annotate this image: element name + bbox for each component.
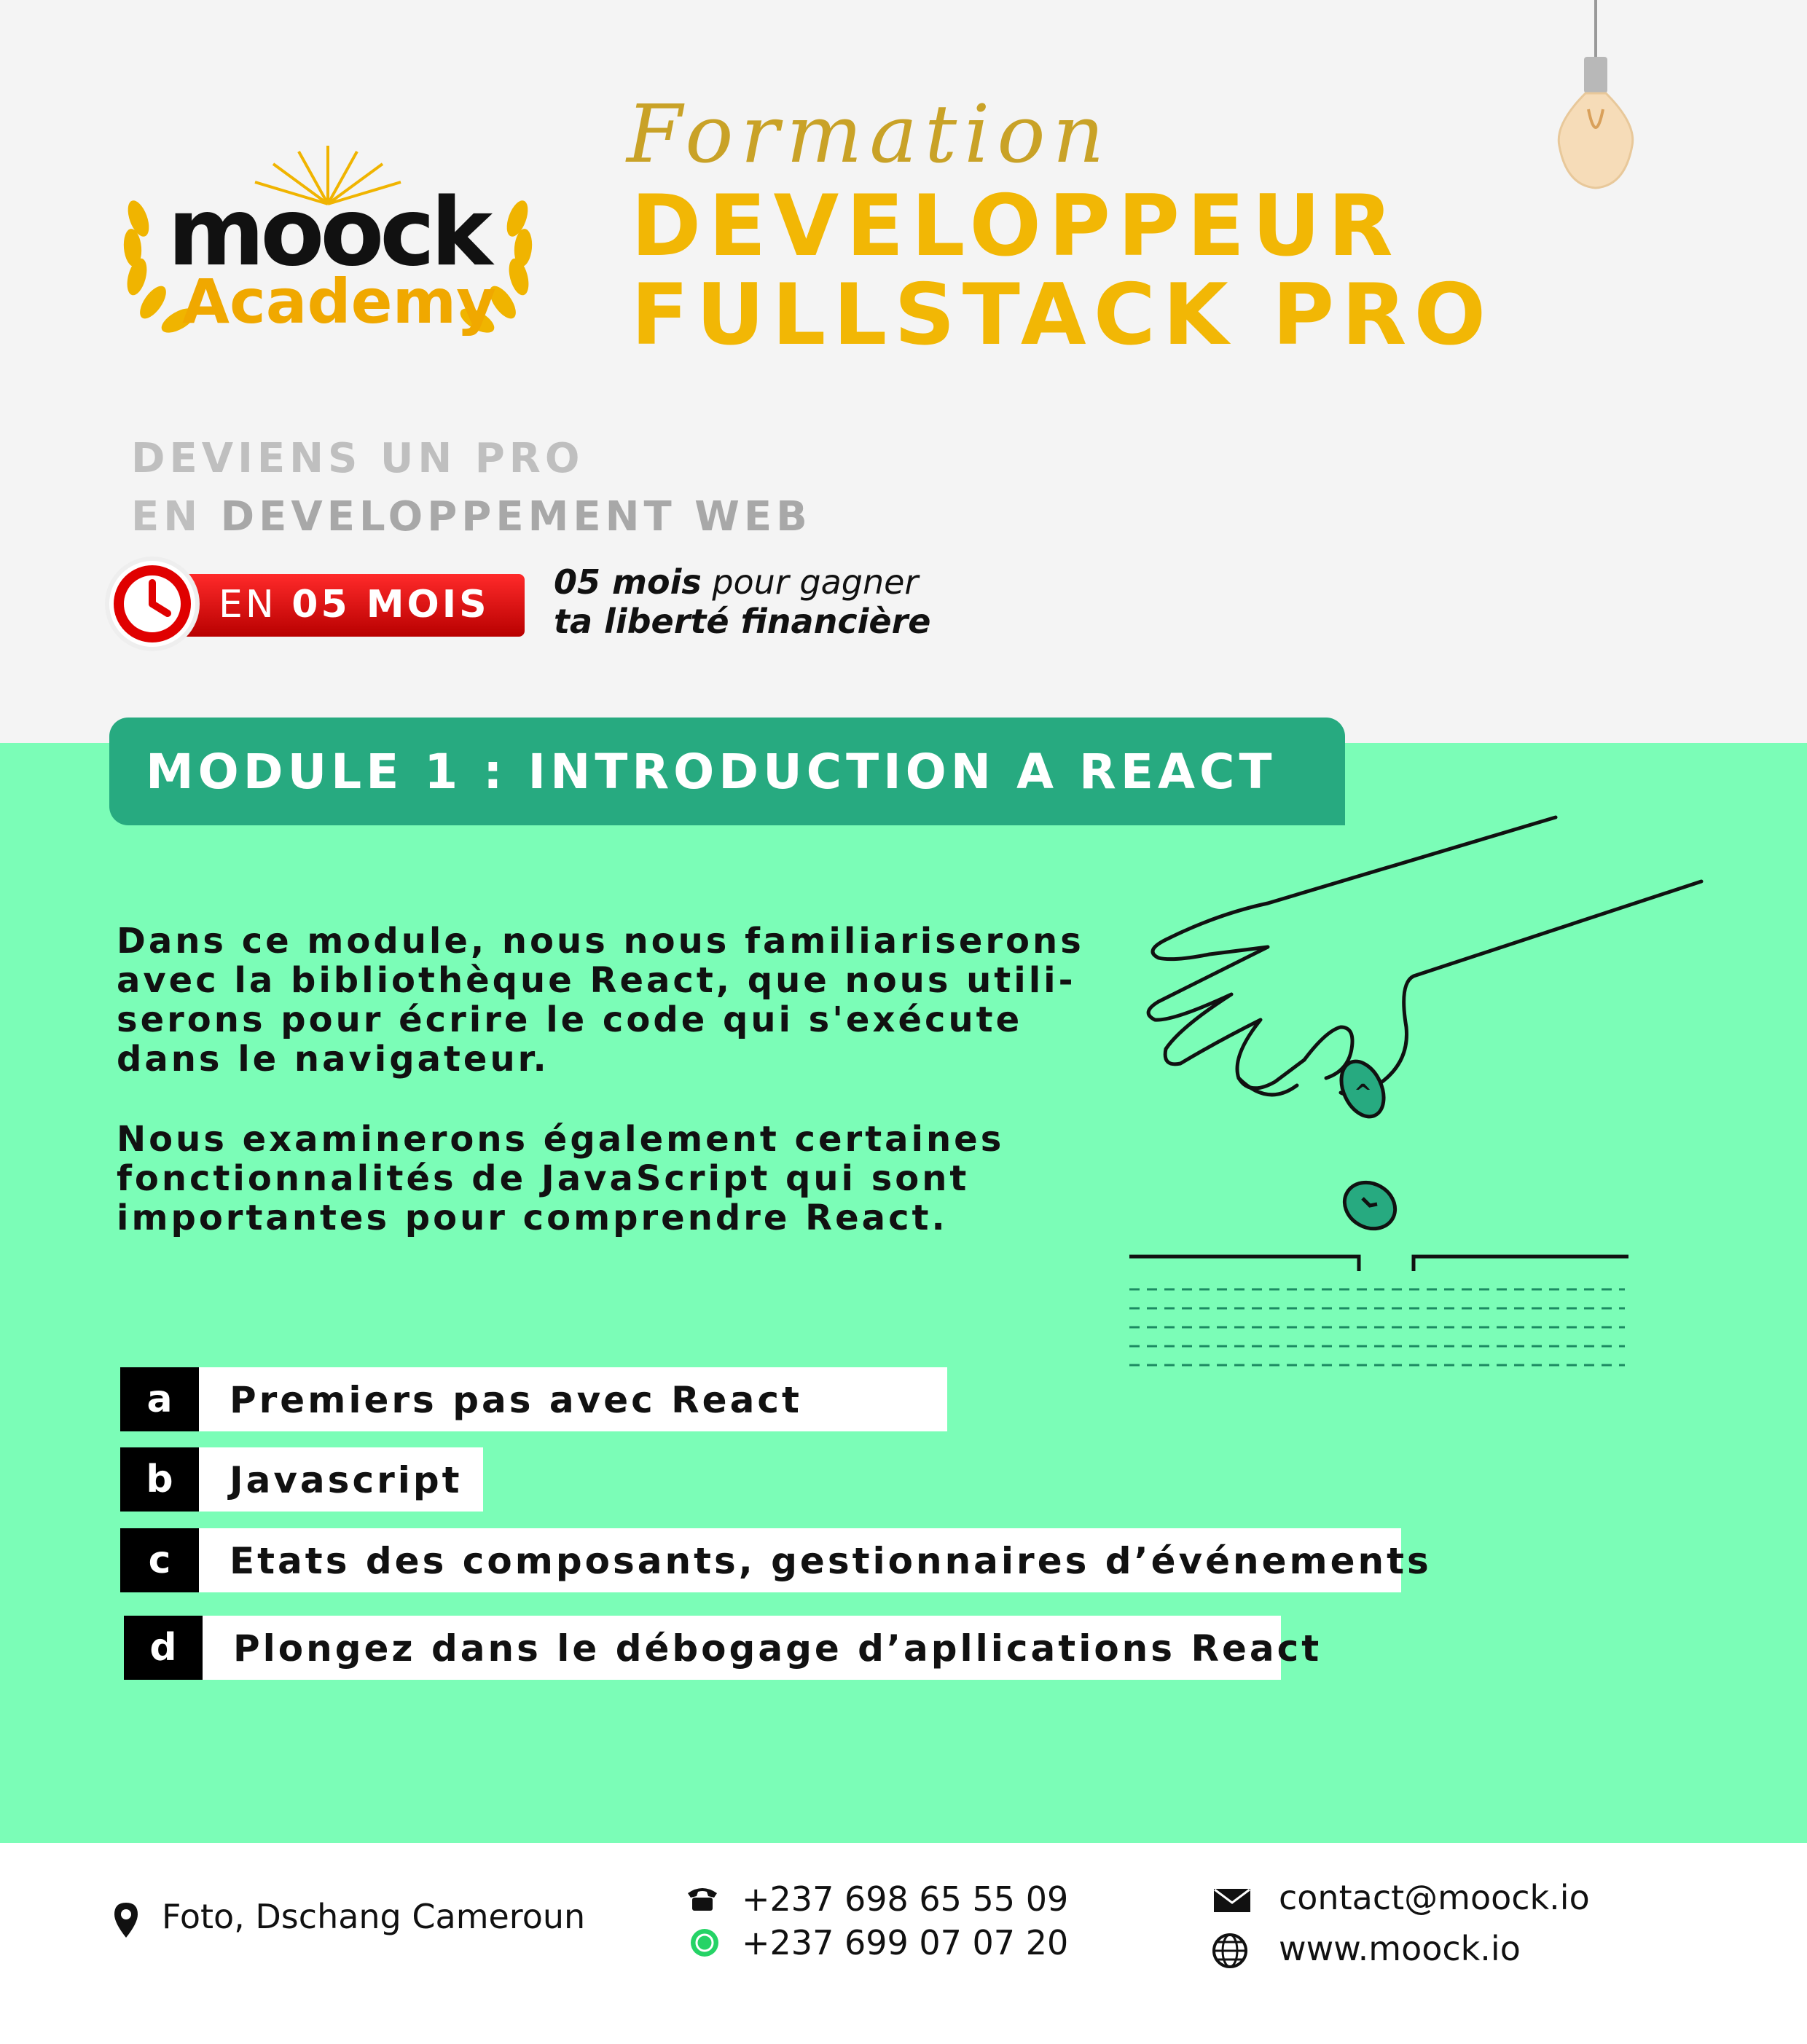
subtitle-line1: DEVIENS UN PRO [131,435,584,482]
module-paragraph-2: Nous examinerons également certaines fonctionnalités de JavaScript qui sont importantes pour comprendre React. [117,1119,1005,1238]
item-label: Etats des composants, gestionnaires d’événements [230,1540,1432,1582]
globe-icon [1211,1932,1249,1970]
hand-coin-illustration [1122,809,1720,1377]
logo-sub: Academy [182,266,496,337]
item-label: Plongez dans le débogage d’apllications React [233,1627,1322,1670]
footer-address: Foto, Dschang Cameroun [162,1897,586,1936]
subtitle [131,430,812,546]
mail-icon [1213,1888,1251,1913]
phone-icon [685,1883,720,1912]
footer-phone[interactable]: +237 698 65 55 09 [742,1879,1069,1919]
tagline-line1: 05 mois pour gagner [554,562,919,602]
item-box [199,1367,947,1431]
module-paragraph-1: Dans ce module, nous nous familiariserons avec la bibliothèque React, que nous utili-serons pour écrire le code qui s'exécute dans le navigateur. [117,921,1084,1080]
footer-whatsapp[interactable]: +237 699 07 07 20 [742,1923,1069,1962]
item-letter: d [124,1616,203,1680]
item-label: Javascript [230,1459,463,1501]
light-bulb-icon [1545,0,1647,197]
item-box [203,1616,1322,1680]
duration-badge [109,561,525,647]
tagline [554,562,930,641]
item-box [199,1528,1432,1592]
item-letter: b [120,1447,199,1512]
module-title: MODULE 1 : INTRODUCTION A REACT [146,744,1277,800]
svg-text:^: ^ [1354,1080,1373,1106]
logo-name: moock [168,178,489,287]
location-pin-icon [113,1901,139,1939]
item-label: Premiers pas avec React [230,1379,802,1421]
item-letter: c [120,1528,199,1592]
item-box [199,1447,483,1512]
footer-website[interactable]: www.moock.io [1279,1929,1521,1968]
formation-label: Formation [627,87,1112,181]
page-title-line1: DEVELOPPEUR [631,177,1400,275]
page-title-line2: FULLSTACK PRO [631,266,1494,364]
clock-icon [109,561,195,647]
logo [117,138,539,342]
whatsapp-icon [689,1927,720,1958]
footer-email[interactable]: contact@moock.io [1279,1878,1590,1917]
item-letter: a [120,1367,199,1431]
subtitle-line2: EN DEVELOPPEMENT WEB [131,493,812,541]
badge-text: EN 05 MOIS [219,583,490,626]
tagline-line2: ta liberté financière [554,602,931,641]
